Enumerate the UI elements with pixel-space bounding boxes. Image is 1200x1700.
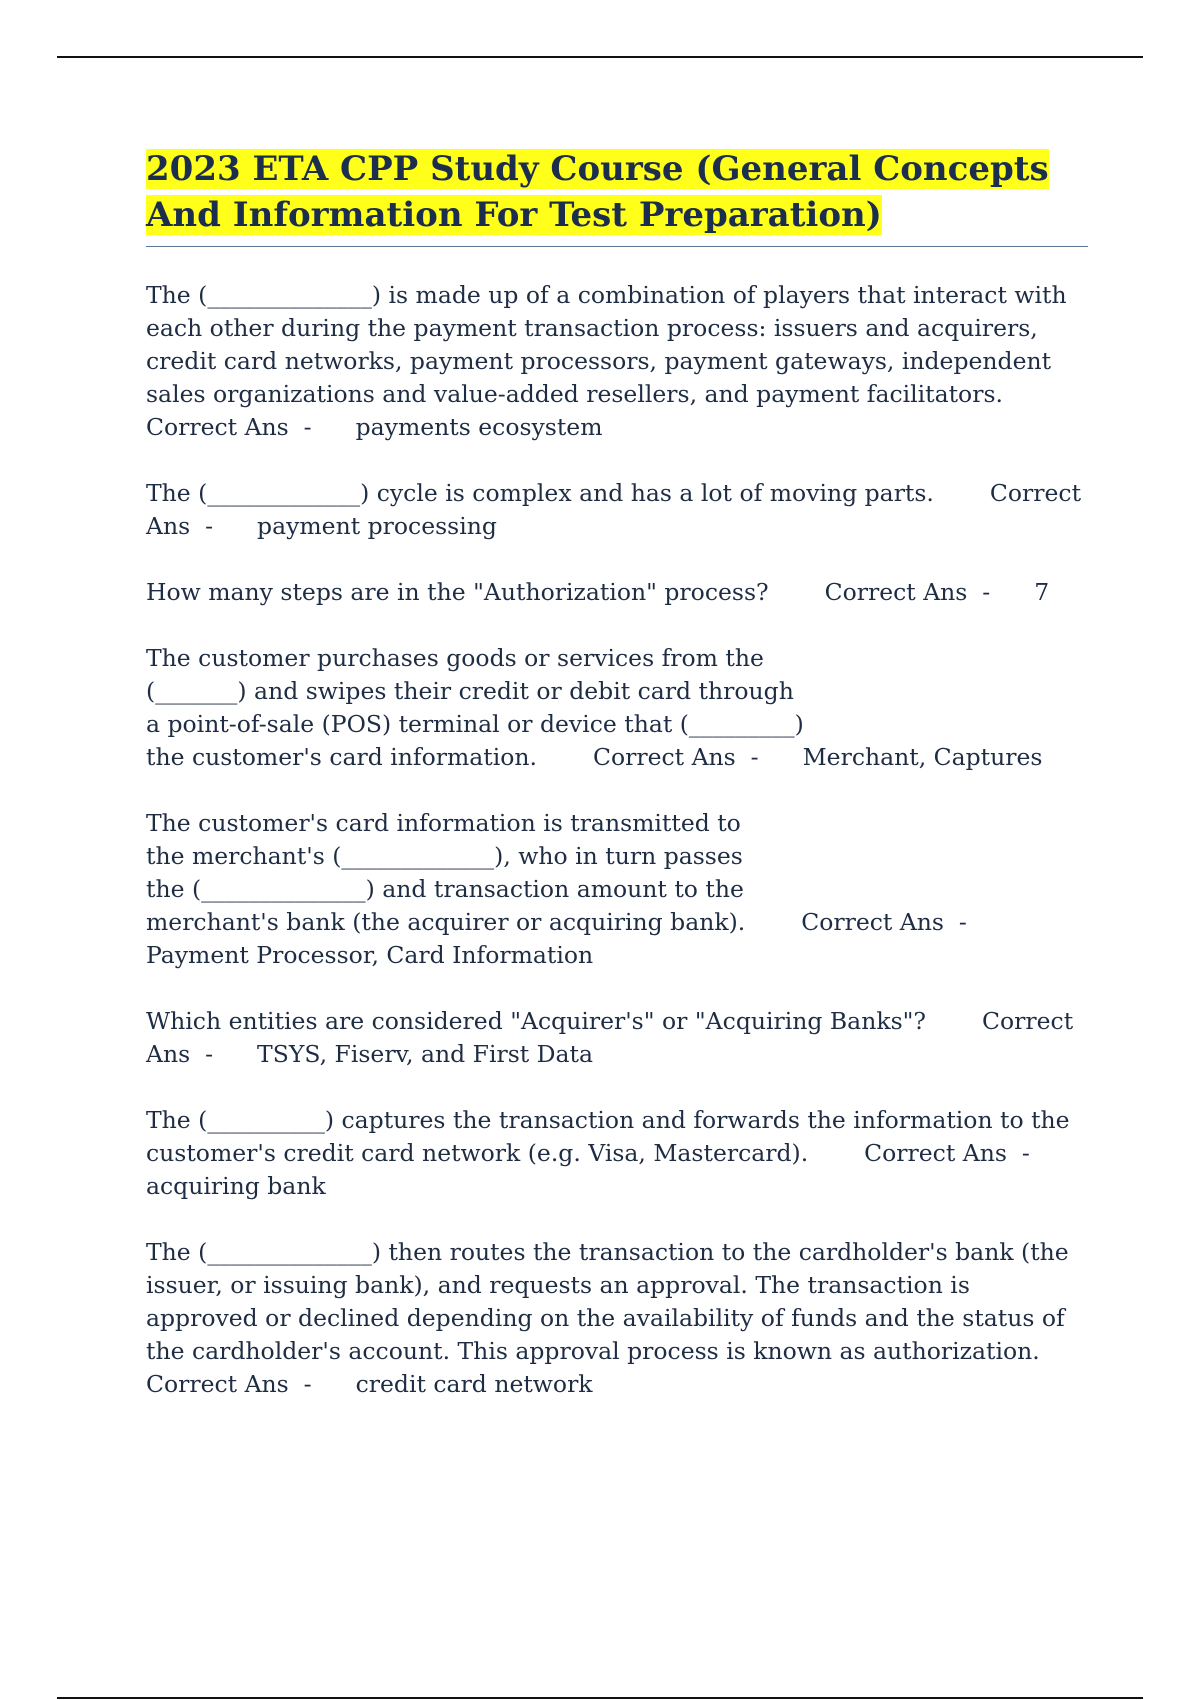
answer-label: Correct Ans -: [864, 1139, 1030, 1167]
qa-item-5: [146, 807, 1088, 972]
answer-label: Correct Ans -: [146, 1370, 312, 1398]
top-rule: [57, 56, 1143, 58]
title-block: [146, 146, 1088, 247]
document-body: [146, 146, 1088, 1434]
question-text: The (______________) then routes the transaction to the cardholder's bank (the issuer, or issuing bank), and requests an approval. The transaction is approved or declined depending on the availability of funds and the status of the cardholder's account. This approval process is known as authorization.: [146, 1238, 1077, 1365]
answer-label: Correct Ans -: [146, 1007, 1081, 1068]
question-text: The customer purchases goods or services from the (_______) and swipes their credit or debit card through a point-of-sale (POS) terminal or device that (_________) the customer's card information.: [146, 644, 804, 771]
qa-list: [146, 279, 1088, 1401]
qa-item-3: [146, 576, 1088, 609]
qa-item-8: [146, 1236, 1088, 1401]
answer-label: Correct Ans -: [801, 908, 967, 936]
qa-item-6: [146, 1005, 1088, 1071]
answer-text: credit card network: [355, 1370, 593, 1398]
answer-text: Merchant, Captures: [802, 743, 1043, 771]
question-text: How many steps are in the "Authorization" process?: [146, 578, 769, 606]
answer-text: payments ecosystem: [355, 413, 603, 441]
question-text: Which entities are considered "Acquirer's" or "Acquiring Banks"?: [146, 1007, 927, 1035]
answer-label: Correct Ans -: [592, 743, 759, 771]
answer-text: payment processing: [257, 512, 497, 540]
answer-text: acquiring bank: [146, 1172, 326, 1200]
bottom-rule: [57, 1697, 1143, 1699]
answer-text: TSYS, Fiserv, and First Data: [257, 1040, 593, 1068]
question-text: The (______________) is made up of a combination of players that interact with each other during the payment transaction process: issuers and acquirers, credit card networks, payment processors, payment gateways, independent sales organizations and value-added resellers, and payment facilitators.: [146, 281, 1075, 408]
answer-label: Correct Ans -: [146, 479, 1089, 540]
answer-label: Correct Ans -: [146, 413, 312, 441]
question-text: The customer's card information is transmitted to the merchant's (_____________), who in turn passes the (______________) and transaction amount to the merchant's bank (the acquirer or acquiring bank).: [146, 809, 746, 936]
question-text: The (_____________) cycle is complex and has a lot of moving parts.: [146, 479, 934, 507]
answer-label: Correct Ans -: [824, 578, 991, 606]
document-title: [146, 146, 1088, 238]
qa-item-2: [146, 477, 1088, 543]
answer-text: 7: [1034, 578, 1050, 606]
qa-item-1: [146, 279, 1088, 444]
qa-item-7: [146, 1104, 1088, 1203]
qa-item-4: [146, 642, 1088, 774]
question-text: The (__________) captures the transaction and forwards the information to the customer's credit card network (e.g. Visa, Mastercard).: [146, 1106, 1078, 1167]
title-highlight: 2023 ETA CPP Study Course (General Concepts And Information For Test Preparation): [146, 149, 1049, 235]
answer-text: Payment Processor, Card Information: [146, 941, 594, 969]
